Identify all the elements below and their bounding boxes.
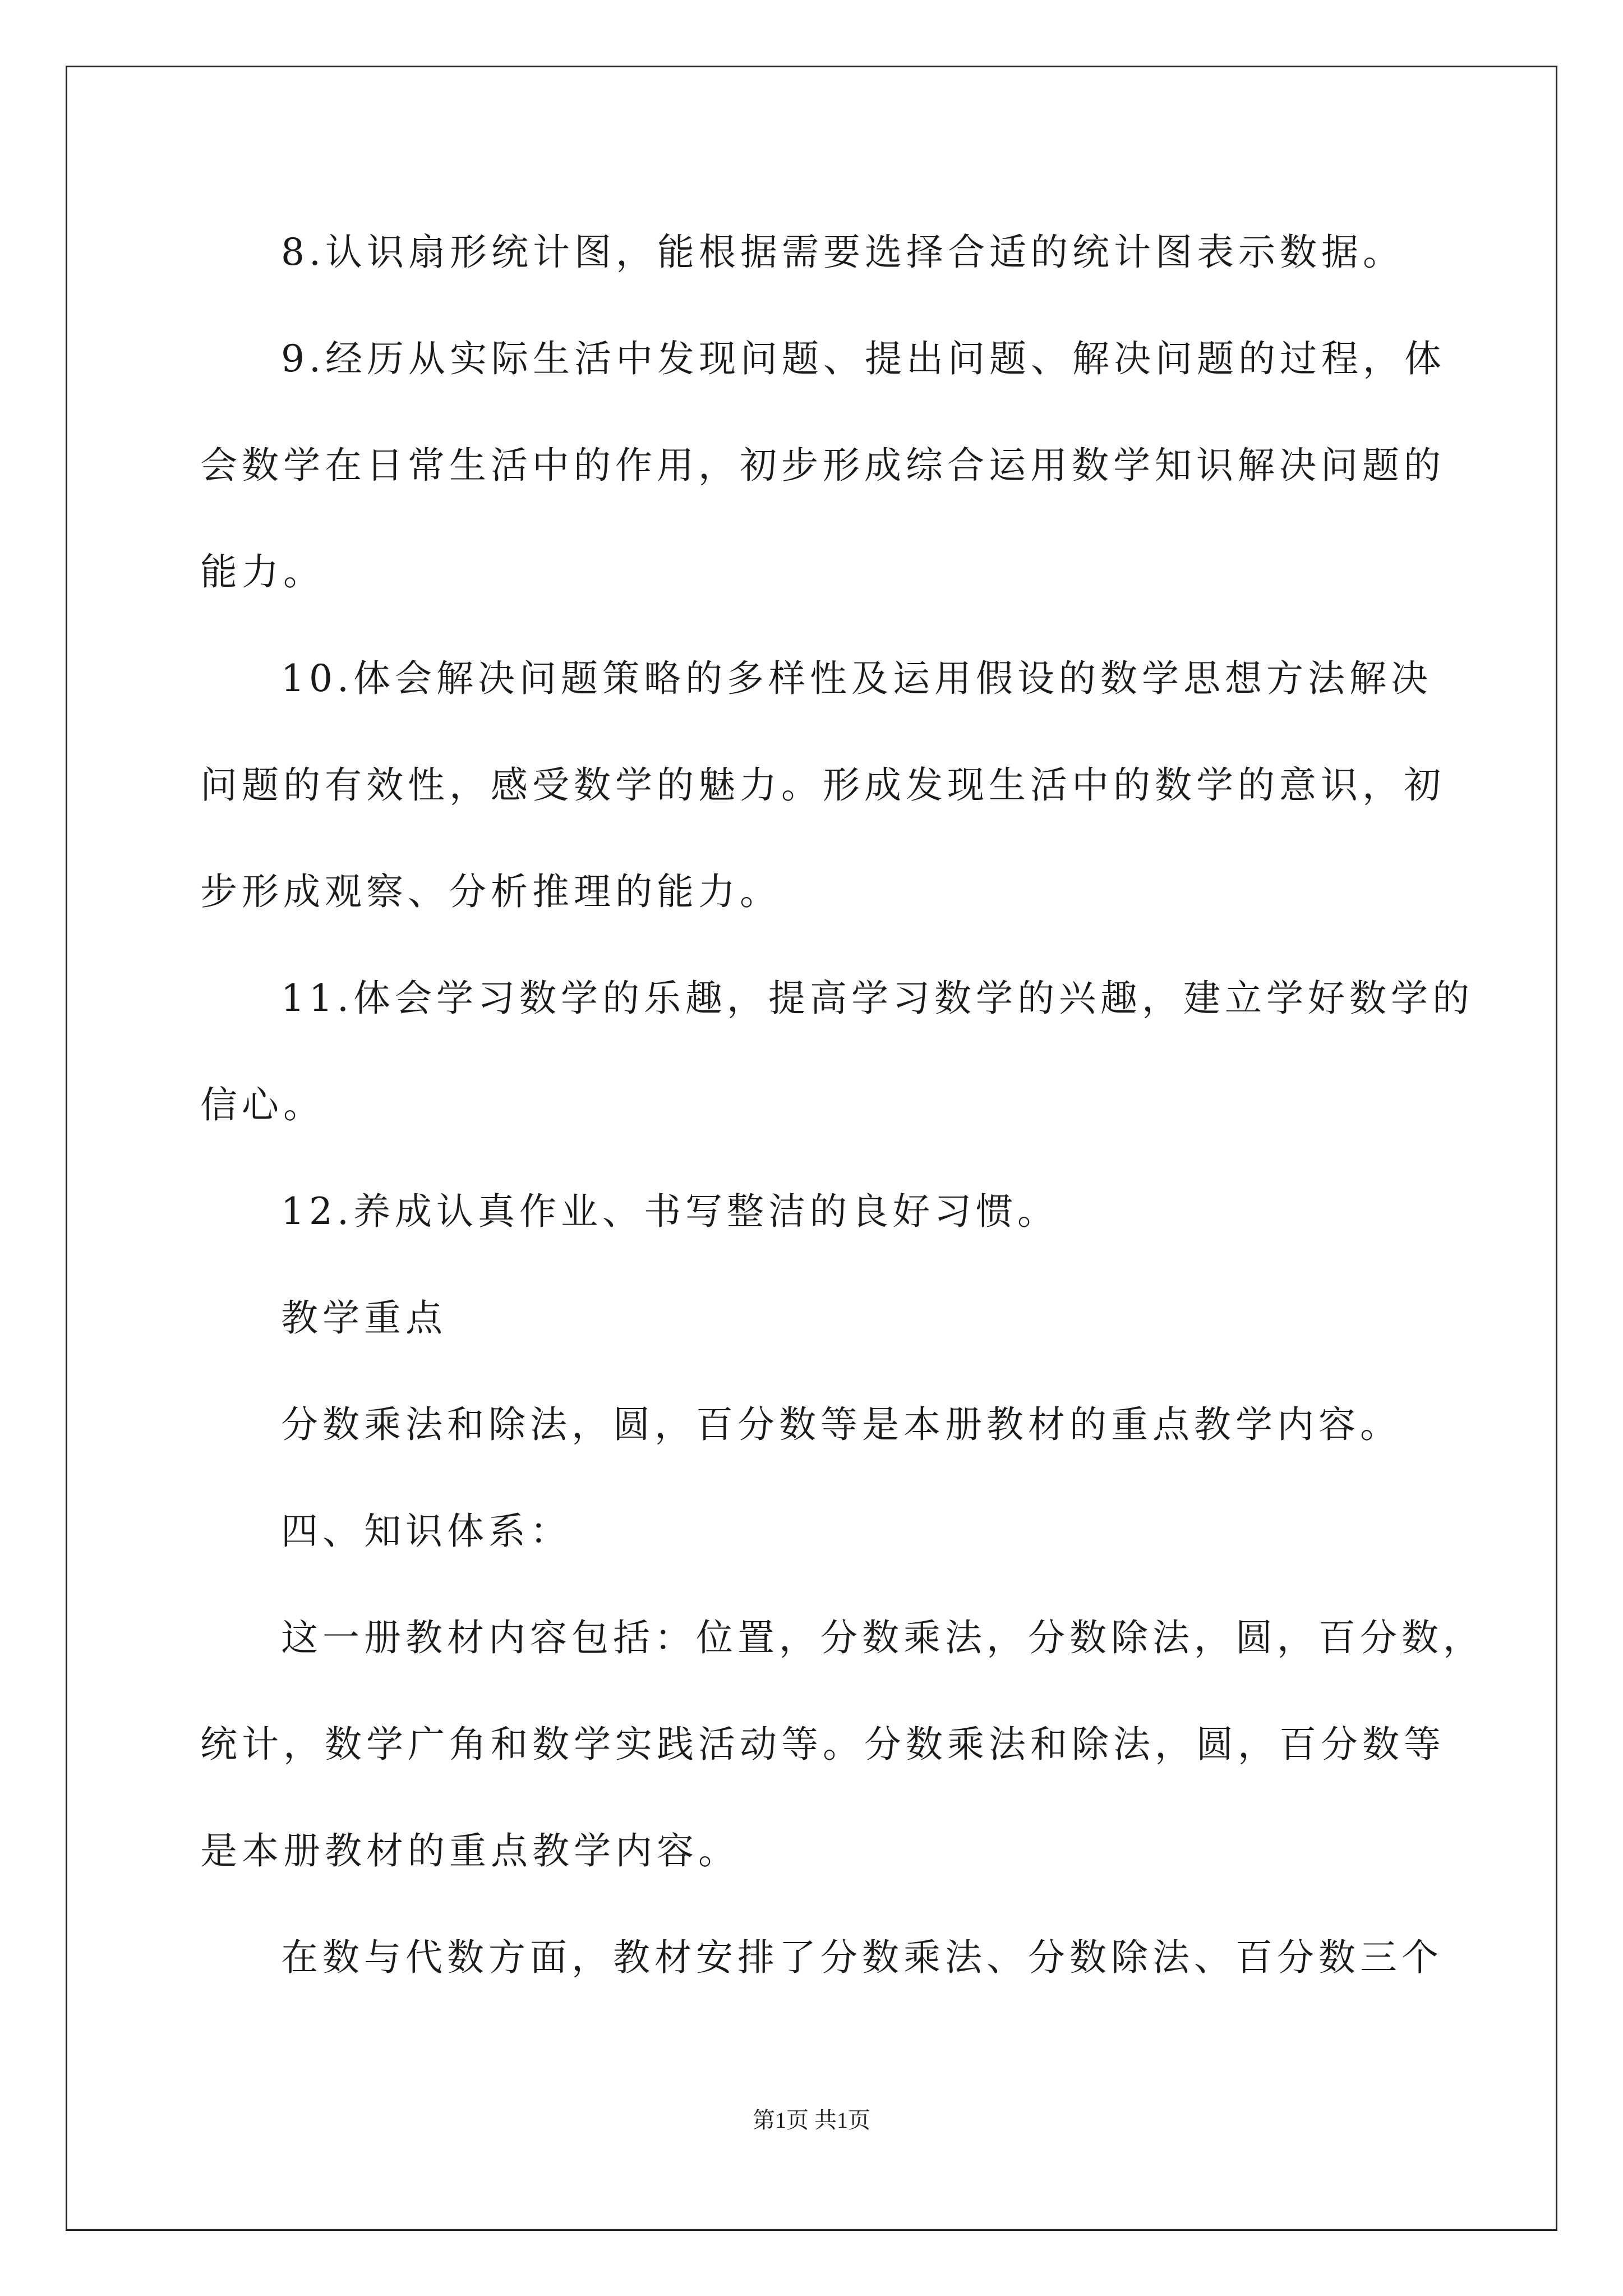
section-heading: 四、知识体系： xyxy=(281,1510,571,1553)
paragraph-line: 统计，数学广角和数学实践活动等。分数乘法和除法，圆，百分数等 xyxy=(200,1723,1445,1766)
section-heading: 教学重点 xyxy=(281,1296,447,1340)
paragraph-line: 在数与代数方面，教材安排了分数乘法、分数除法、百分数三个 xyxy=(281,1936,1443,1979)
paragraph-line: 11.体会学习数学的乐趣，提高学习数学的兴趣，建立学好数学的 xyxy=(281,977,1474,1020)
page-footer: 第1页 共1页 xyxy=(753,2108,870,2133)
paragraph-line: 步形成观察、分析推理的能力。 xyxy=(200,870,781,913)
paragraph-line: 9.经历从实际生活中发现问题、提出问题、解决问题的过程，体 xyxy=(281,337,1446,380)
paragraph-line: 分数乘法和除法，圆，百分数等是本册教材的重点教学内容。 xyxy=(281,1403,1401,1446)
page-border xyxy=(66,66,1557,2231)
paragraph-line: 12.养成认真作业、书写整洁的良好习惯。 xyxy=(281,1190,1059,1233)
paragraph-line: 这一册教材内容包括：位置，分数乘法，分数除法，圆，百分数， xyxy=(281,1616,1484,1659)
paragraph-line: 问题的有效性，感受数学的魅力。形成发现生活中的数学的意识，初 xyxy=(200,763,1445,807)
paragraph-line: 10.体会解决问题策略的多样性及运用假设的数学思想方法解决 xyxy=(281,657,1432,700)
paragraph-line: 能力。 xyxy=(200,550,325,593)
paragraph-line: 会数学在日常生活中的作用，初步形成综合运用数学知识解决问题的 xyxy=(200,444,1445,487)
paragraph-line: 是本册教材的重点教学内容。 xyxy=(200,1829,740,1872)
paragraph-line: 8.认识扇形统计图，能根据需要选择合适的统计图表示数据。 xyxy=(281,231,1404,274)
paragraph-line: 信心。 xyxy=(200,1083,325,1126)
